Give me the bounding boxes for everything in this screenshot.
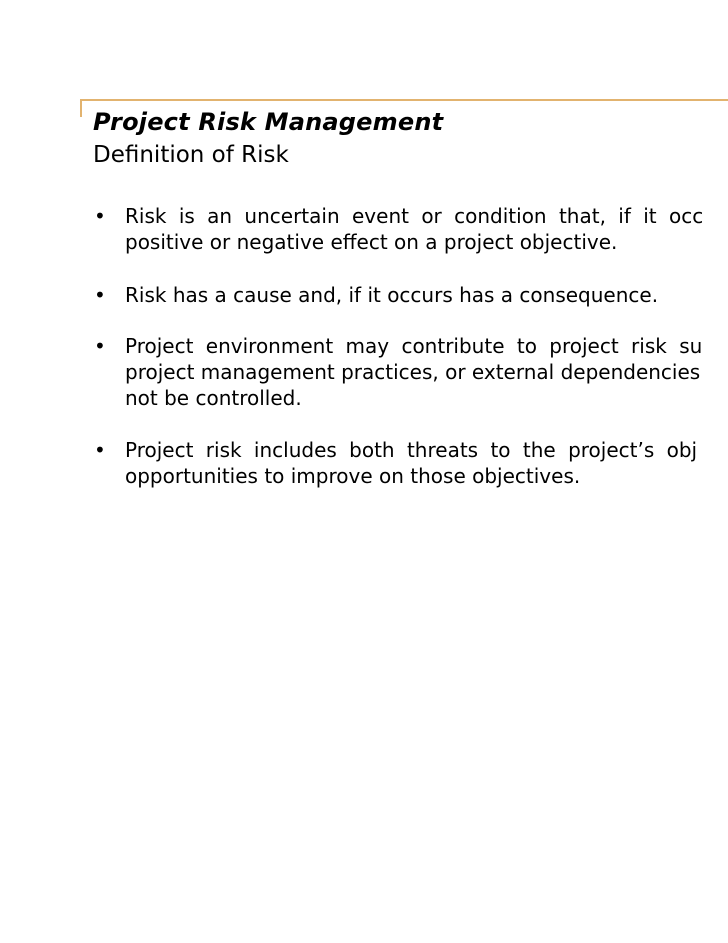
bullet-text-line: Risk has a cause and, if it occurs has a consequence. bbox=[125, 283, 659, 307]
title-accent-rule bbox=[81, 99, 728, 101]
bullet-text-line: Project risk includes both threats to the project’s obj bbox=[125, 438, 698, 462]
slide-subtitle: Definition of Risk bbox=[93, 142, 289, 168]
bullet-glyph: • bbox=[94, 334, 106, 358]
bullet-text-line: Project environment may contribute to project risk su bbox=[125, 334, 703, 358]
bullet-text-line: opportunities to improve on those objectives. bbox=[125, 464, 581, 488]
bullet-glyph: • bbox=[94, 283, 106, 307]
bullet-text-line: positive or negative effect on a project objective. bbox=[125, 230, 618, 254]
title-accent-tick bbox=[80, 99, 82, 117]
bullet-text-line: Risk is an uncertain event or condition that, if it occ bbox=[125, 204, 704, 228]
bullet-glyph: • bbox=[94, 438, 106, 462]
slide-title: Project Risk Management bbox=[93, 108, 444, 136]
bullet-text-line: not be controlled. bbox=[125, 386, 302, 410]
bullet-text-line: project management practices, or external dependencies bbox=[125, 360, 701, 384]
bullet-glyph: • bbox=[94, 204, 106, 228]
